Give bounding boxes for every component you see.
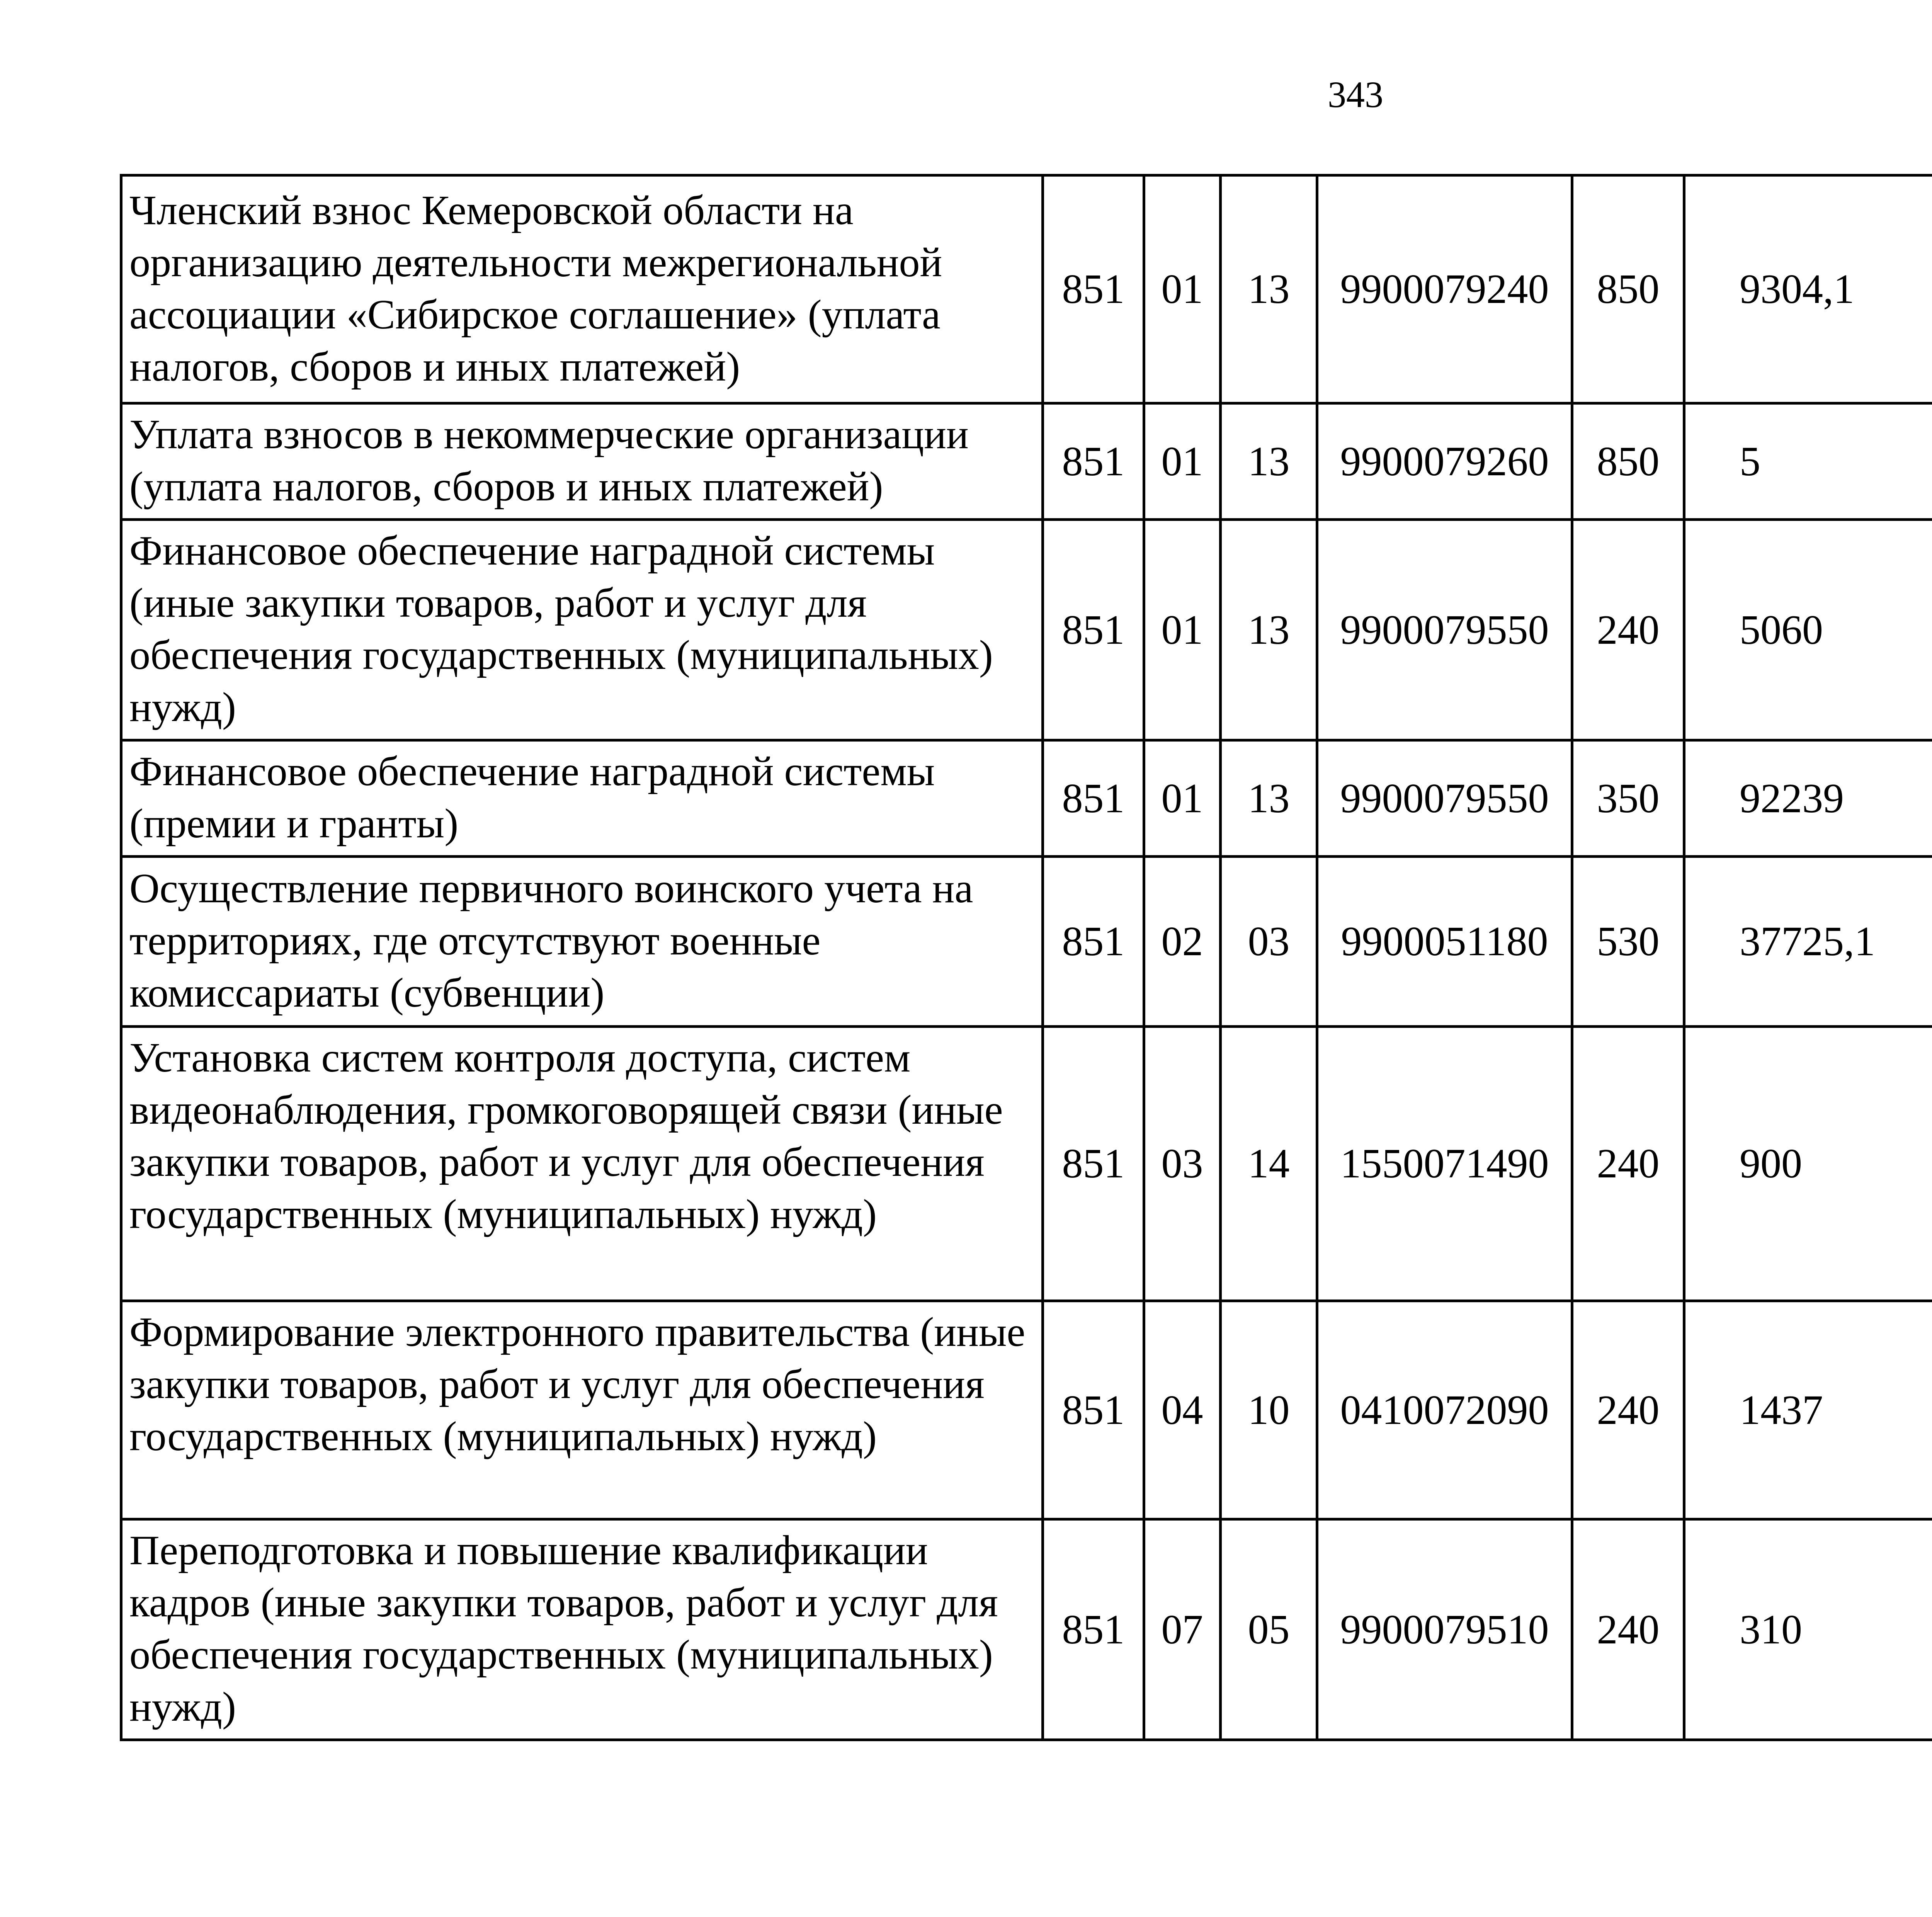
- row-description: Уплата взносов в некоммерческие организации (уплата налогов, сборов и иных платежей): [121, 403, 1043, 520]
- subsection-code: 13: [1221, 740, 1317, 857]
- amount-year-1: 37725,1: [1684, 857, 1932, 1027]
- section-code: 01: [1144, 403, 1221, 520]
- ministry-code: 851: [1043, 1301, 1144, 1519]
- expense-type-code: 850: [1572, 403, 1684, 520]
- expense-type-code: 350: [1572, 740, 1684, 857]
- target-article-code: 9900079260: [1317, 403, 1572, 520]
- section-code: 02: [1144, 857, 1221, 1027]
- subsection-code: 14: [1221, 1027, 1317, 1301]
- target-article-code: 9900079510: [1317, 1519, 1572, 1740]
- expense-type-code: 240: [1572, 1301, 1684, 1519]
- section-code: 03: [1144, 1027, 1221, 1301]
- target-article-code: 9900079550: [1317, 740, 1572, 857]
- amount-year-1: 5060: [1684, 520, 1932, 740]
- row-description: Установка систем контроля доступа, систем видеонаблюдения, громкоговорящей связи (иные закупки товаров, работ и услуг для обеспечения государственных (муниципальных) нужд): [121, 1027, 1043, 1301]
- subsection-code: 05: [1221, 1519, 1317, 1740]
- budget-table: [120, 174, 1932, 1741]
- table-row: [121, 520, 1932, 740]
- row-description: Формирование электронного правительства (иные закупки товаров, работ и услуг для обеспечения государственных (муниципальных) нужд): [121, 1301, 1043, 1519]
- page-number: 343: [1328, 74, 1383, 115]
- target-article-code: 9900079550: [1317, 520, 1572, 740]
- subsection-code: 13: [1221, 520, 1317, 740]
- ministry-code: 851: [1043, 1027, 1144, 1301]
- subsection-code: 10: [1221, 1301, 1317, 1519]
- expense-type-code: 850: [1572, 175, 1684, 403]
- amount-year-1: 1437: [1684, 1301, 1932, 1519]
- section-code: 01: [1144, 740, 1221, 857]
- ministry-code: 851: [1043, 740, 1144, 857]
- section-code: 01: [1144, 175, 1221, 403]
- subsection-code: 03: [1221, 857, 1317, 1027]
- table-row: [121, 740, 1932, 857]
- section-code: 04: [1144, 1301, 1221, 1519]
- expense-type-code: 240: [1572, 1027, 1684, 1301]
- amount-year-1: 310: [1684, 1519, 1932, 1740]
- ministry-code: 851: [1043, 175, 1144, 403]
- amount-year-1: 9304,1: [1684, 175, 1932, 403]
- table-row: [121, 1301, 1932, 1519]
- ministry-code: 851: [1043, 1519, 1144, 1740]
- ministry-code: 851: [1043, 520, 1144, 740]
- subsection-code: 13: [1221, 403, 1317, 520]
- row-description: Финансовое обеспечение наградной системы (премии и гранты): [121, 740, 1043, 857]
- ministry-code: 851: [1043, 403, 1144, 520]
- expense-type-code: 240: [1572, 520, 1684, 740]
- section-code: 07: [1144, 1519, 1221, 1740]
- target-article-code: 9900079240: [1317, 175, 1572, 403]
- row-description: Осуществление первичного воинского учета на территориях, где отсутствуют военные комиссариаты (субвенции): [121, 857, 1043, 1027]
- ministry-code: 851: [1043, 857, 1144, 1027]
- expense-type-code: 240: [1572, 1519, 1684, 1740]
- table-row: [121, 403, 1932, 520]
- table-row: [121, 175, 1932, 403]
- target-article-code: 9900051180: [1317, 857, 1572, 1027]
- amount-year-1: 900: [1684, 1027, 1932, 1301]
- row-description: Финансовое обеспечение наградной системы (иные закупки товаров, работ и услуг для обеспечения государственных (муниципальных) нужд): [121, 520, 1043, 740]
- section-code: 01: [1144, 520, 1221, 740]
- table-row: [121, 1027, 1932, 1301]
- table-row: [121, 857, 1932, 1027]
- target-article-code: 1550071490: [1317, 1027, 1572, 1301]
- amount-year-1: 92239: [1684, 740, 1932, 857]
- table-row: [121, 1519, 1932, 1740]
- subsection-code: 13: [1221, 175, 1317, 403]
- target-article-code: 0410072090: [1317, 1301, 1572, 1519]
- expense-type-code: 530: [1572, 857, 1684, 1027]
- amount-year-1: 5: [1684, 403, 1932, 520]
- row-description: Переподготовка и повышение квалификации кадров (иные закупки товаров, работ и услуг для обеспечения государственных (муниципальных) нужд): [121, 1519, 1043, 1740]
- row-description: Членский взнос Кемеровской области на организацию деятельности межрегиональной ассоциации «Сибирское соглашение» (уплата налогов, сборов и иных платежей): [121, 175, 1043, 403]
